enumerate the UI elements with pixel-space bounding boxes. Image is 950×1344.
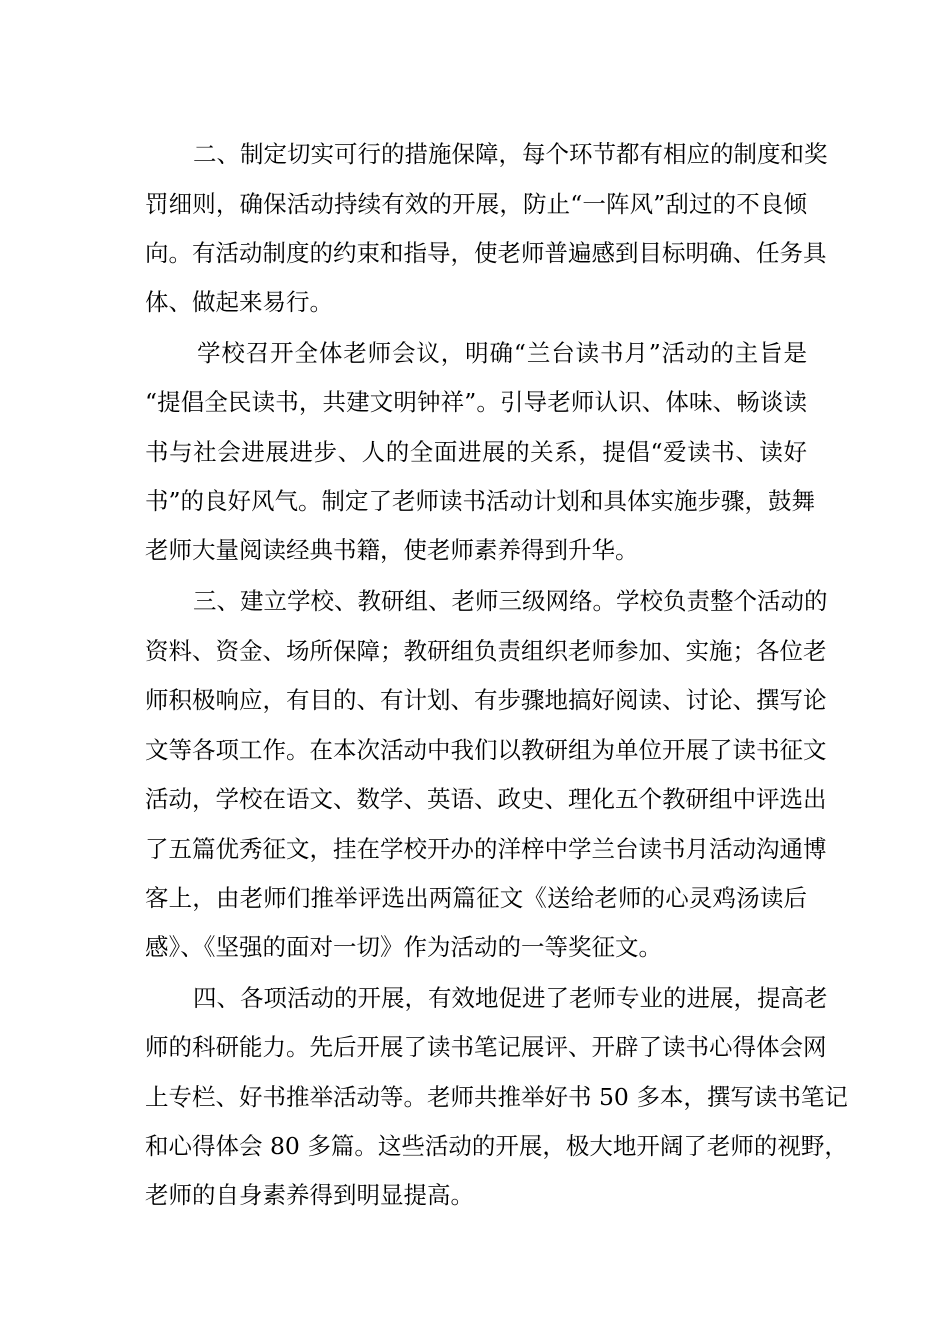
text-line: 师的科研能力。先后开展了读书笔记展评、开辟了读书心得体会网 [145,1033,827,1061]
text-line: 书”的良好风气。制定了老师读书活动计划和具体实施步骤，鼓舞 [145,487,816,515]
text-line: 老师的自身素养得到明显提高。 [145,1181,474,1209]
text-line: 老师大量阅读经典书籍，使老师素养得到升华。 [145,536,639,564]
text-line: 三、建立学校、教研组、老师三级网络。学校负责整个活动的 [193,587,828,615]
text-line: 四、各项活动的开展，有效地促进了老师专业的进展，提高老 [193,984,828,1012]
text-line: 二、制定切实可行的措施保障，每个环节都有相应的制度和奖 [193,140,828,168]
text-line: 学校召开全体老师会议，明确“兰台读书月”活动的主旨是 [197,339,807,367]
text-line: 了五篇优秀征文，挂在学校开办的洋梓中学兰台读书月活动沟通博 [145,835,827,863]
text-line: 师积极响应，有目的、有计划、有步骤地搞好阅读、讨论、撰写论 [145,686,827,714]
text-line: 上专栏、好书推举活动等。老师共推举好书 50 多本，撰写读书笔记 [145,1083,848,1111]
text-line: “提倡全民读书，共建文明钟祥”。引导老师认识、体味、畅谈读 [145,388,807,416]
text-line: 文等各项工作。在本次活动中我们以教研组为单位开展了读书征文 [145,736,827,764]
text-line: 书与社会进展进步、人的全面进展的关系，提倡“爱读书、读好 [145,438,807,466]
text-line: 活动，学校在语文、数学、英语、政史、理化五个教研组中评选出 [145,785,827,813]
text-line: 客上，由老师们推举评选出两篇征文《送给老师的心灵鸡汤读后 [145,884,807,912]
text-line: 体、做起来易行。 [145,288,333,316]
text-line: 资料、资金、场所保障；教研组负责组织老师参加、实施；各位老 [145,637,827,665]
text-line: 和心得体会 80 多篇。这些活动的开展，极大地开阔了老师的视野， [145,1132,848,1160]
text-line: 感》、《坚强的面对一切》作为活动的一等奖征文。 [145,933,662,961]
text-line: 罚细则，确保活动持续有效的开展，防止“一阵风”刮过的不良倾 [145,190,807,218]
text-line: 向。有活动制度的约束和指导，使老师普遍感到目标明确、任务具 [145,239,827,267]
